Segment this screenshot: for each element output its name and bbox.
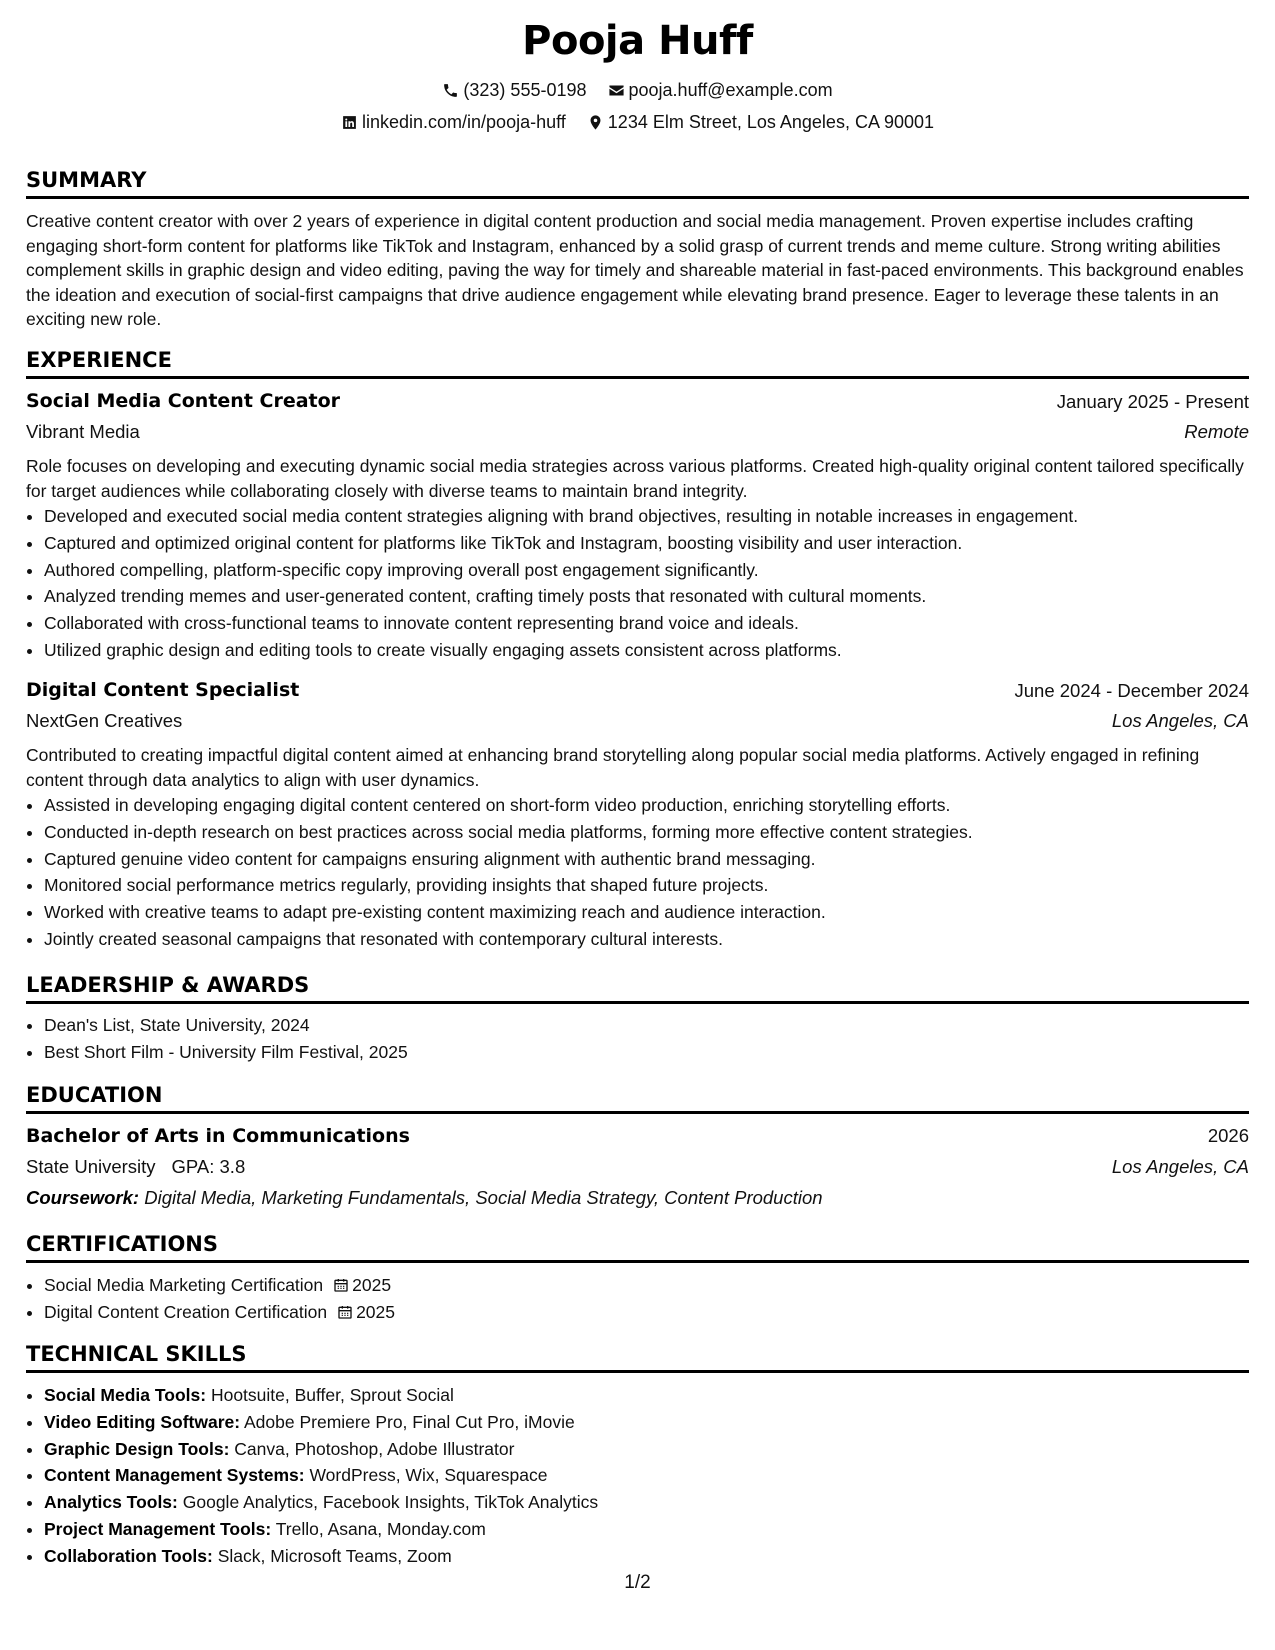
linkedin-link[interactable]: linkedin.com/in/pooja-huff <box>361 112 566 132</box>
list-item <box>44 1516 1264 1543</box>
phone-item <box>442 80 586 101</box>
list-item <box>44 1272 1264 1299</box>
skill-label: Collaboration Tools: <box>44 1545 213 1566</box>
list-item: • Authored compelling, platform-specific copy improving overall post engagement significantly. <box>44 557 1264 584</box>
school-line <box>26 1156 245 1178</box>
certifications-list <box>26 1272 1264 1326</box>
list-item: • Analyzed trending memes and user-generated content, crafting timely posts that resonated with cultural moments. <box>44 583 1264 610</box>
page-number: 1/2 <box>624 1572 651 1593</box>
coursework-line <box>26 1187 823 1209</box>
job-title: Digital Content Specialist <box>26 679 300 701</box>
list-item: • Assisted in developing engaging digital content centered on short-form video production, enriching storytelling efforts. <box>44 792 1264 819</box>
contact-row-secondary <box>0 112 1275 136</box>
coursework-list: Digital Media, Marketing Fundamentals, Social Media Strategy, Content Production <box>144 1187 823 1208</box>
skill-value: Trello, Asana, Monday.com <box>275 1518 486 1539</box>
job-dates: January 2025 - Present <box>1056 391 1249 412</box>
contact-row-primary <box>0 80 1275 104</box>
job-title: Social Media Content Creator <box>26 390 341 412</box>
job-location: Los Angeles, CA <box>1111 710 1249 731</box>
list-item: • Utilized graphic design and editing tools to create visually engaging assets consistent across platforms. <box>44 637 1264 664</box>
job-dates: June 2024 - December 2024 <box>1014 680 1249 701</box>
list-item <box>44 1462 1264 1489</box>
linkedin-item[interactable] <box>341 112 566 133</box>
certification-year: 2025 <box>352 1275 392 1295</box>
gpa: GPA: 3.8 <box>171 1156 246 1177</box>
graduation-year: 2026 <box>1207 1125 1249 1146</box>
school-location: Los Angeles, CA <box>1111 1156 1249 1177</box>
skill-value: Google Analytics, Facebook Insights, TikTok Analytics <box>182 1492 599 1513</box>
envelope-icon <box>608 82 625 99</box>
job-bullets <box>26 503 1264 664</box>
map-pin-icon <box>587 114 604 131</box>
skill-label: Analytics Tools: <box>44 1492 178 1513</box>
linkedin-icon <box>341 114 358 131</box>
coursework-label: Coursework: <box>26 1187 140 1208</box>
job-description: Contributed to creating impactful digital content aimed at enhancing brand storytelling along popular social media platforms. Actively engaged in refining content through data analytics to align with user dynamics. <box>26 745 1200 790</box>
job-description: Role focuses on developing and executing dynamic social media strategies across various platforms. Created high-quality original content tailored specifically for target audiences while collaborating closely with diverse teams to maintain brand integrity. <box>26 456 1244 501</box>
school-name: State University <box>26 1156 156 1177</box>
phone-number: (323) 555-0198 <box>463 80 587 100</box>
list-item <box>44 1436 1264 1463</box>
email-link[interactable]: pooja.huff@example.com <box>628 80 833 100</box>
skill-value: Hootsuite, Buffer, Sprout Social <box>210 1385 454 1405</box>
list-item <box>44 1409 1264 1436</box>
phone-icon <box>442 82 459 99</box>
candidate-name: Pooja Huff <box>522 18 753 64</box>
address-item <box>587 112 934 133</box>
address-text: 1234 Elm Street, Los Angeles, CA 90001 <box>607 112 935 132</box>
degree-title: Bachelor of Arts in Communications <box>26 1125 410 1147</box>
calendar-icon <box>327 1302 356 1322</box>
certification-name: Digital Content Creation Certification <box>44 1301 328 1322</box>
list-item: • Worked with creative teams to adapt pre-existing content maximizing reach and audience interaction. <box>44 899 1264 926</box>
skill-value: WordPress, Wix, Squarespace <box>309 1465 548 1486</box>
education-heading: EDUCATION <box>26 1083 1249 1114</box>
list-item: • Captured genuine video content for campaigns ensuring alignment with authentic brand messaging. <box>44 846 1264 873</box>
skill-value: Canva, Photoshop, Adobe Illustrator <box>234 1438 515 1459</box>
skill-label: Social Media Tools: <box>44 1385 207 1405</box>
experience-heading: EXPERIENCE <box>26 348 1249 379</box>
summary-text: Creative content creator with over 2 years of experience in digital content production and social media management. Proven expertise includes crafting engaging short-form content for platforms like TikTok and Instagram, enhanced by a solid grasp of current trends and meme culture. Strong writing abilities complement skills in graphic design and video editing, paving the way for timely and shareable material in fast-paced environments. This background enables the ideation and execution of social-first campaigns that drive audience engagement while elevating brand presence. Eager to leverage these talents in an exciting new role. <box>26 211 1244 329</box>
certification-year: 2025 <box>356 1301 395 1322</box>
skills-list <box>26 1382 1264 1570</box>
list-item: • Conducted in-depth research on best practices across social media platforms, forming more effective content strategies. <box>44 819 1264 846</box>
skill-label: Content Management Systems: <box>44 1465 305 1486</box>
skill-label: Video Editing Software: <box>44 1411 241 1432</box>
skill-label: Graphic Design Tools: <box>44 1438 230 1459</box>
leadership-list <box>26 1012 1264 1066</box>
job-bullets <box>26 792 1264 953</box>
email-item[interactable] <box>608 80 833 101</box>
skills-heading: TECHNICAL SKILLS <box>26 1342 1249 1373</box>
list-item: • Developed and executed social media content strategies aligning with brand objectives, resulting in notable increases in engagement. <box>44 503 1264 530</box>
list-item <box>44 1299 1264 1326</box>
list-item: • Best Short Film - University Film Festival, 2025 <box>44 1039 1264 1066</box>
job-company: Vibrant Media <box>26 421 140 442</box>
leadership-heading: LEADERSHIP & AWARDS <box>26 973 1249 1004</box>
job-company: NextGen Creatives <box>26 710 183 731</box>
list-item: • Captured and optimized original content for platforms like TikTok and Instagram, boosting visibility and user interaction. <box>44 530 1264 557</box>
summary-heading: SUMMARY <box>26 168 1249 199</box>
job-location: Remote <box>1184 421 1249 442</box>
list-item <box>44 1489 1264 1516</box>
skill-label: Project Management Tools: <box>44 1518 272 1539</box>
certifications-heading: CERTIFICATIONS <box>26 1232 1249 1263</box>
list-item: • Jointly created seasonal campaigns that resonated with contemporary cultural interests. <box>44 926 1264 953</box>
list-item <box>44 1382 1264 1409</box>
list-item: • Collaborated with cross-functional teams to innovate content representing brand voice and ideals. <box>44 610 1264 637</box>
list-item: • Dean's List, State University, 2024 <box>44 1012 1264 1039</box>
skill-value: Slack, Microsoft Teams, Zoom <box>217 1545 452 1566</box>
certification-name: Social Media Marketing Certification <box>44 1275 324 1295</box>
list-item: • Monitored social performance metrics regularly, providing insights that shaped future projects. <box>44 872 1264 899</box>
list-item <box>44 1543 1264 1570</box>
calendar-icon <box>323 1275 352 1295</box>
skill-value: Adobe Premiere Pro, Final Cut Pro, iMovie <box>244 1411 575 1432</box>
